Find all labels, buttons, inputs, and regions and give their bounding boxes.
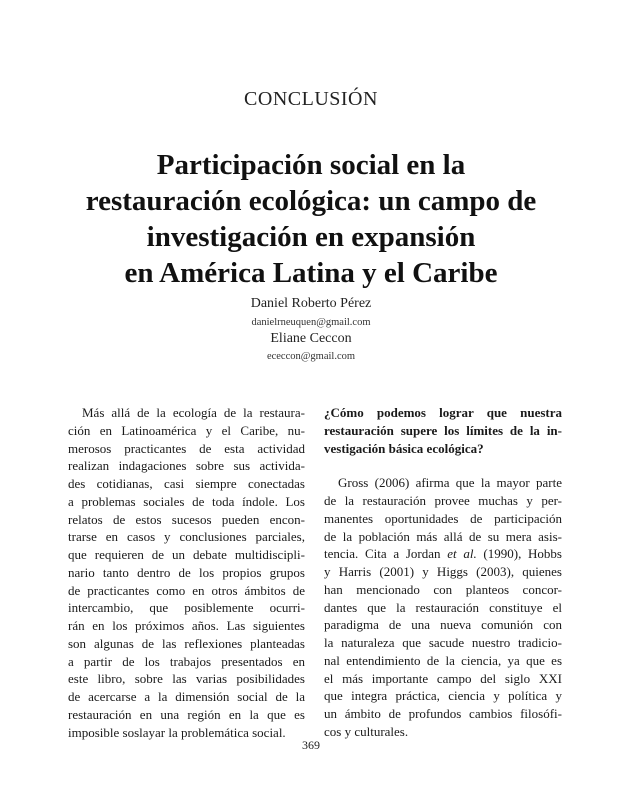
- chapter-title: [30, 147, 592, 291]
- text-line: imposible soslayar la problemática social.: [68, 724, 286, 740]
- text-line: cos y culturales.: [324, 723, 409, 739]
- text-line: de practicantes como en otros ámbitos de: [68, 582, 305, 598]
- text-line: son algunas de las reflexiones planteadas: [68, 635, 305, 651]
- text-line: ción en Latinoamérica y el Caribe, nu-: [68, 422, 305, 438]
- text-line: a problemas sociales de toda índole. Los: [68, 493, 305, 509]
- left-column: [68, 404, 305, 741]
- body-paragraph: [324, 474, 562, 740]
- text-line: nal entendimiento de la ciencia, ya que es: [324, 652, 562, 668]
- text-line: a partir de los trabajos presentados en: [68, 653, 305, 669]
- text-line: realizan indagaciones sobre sus activida-: [68, 458, 305, 474]
- italic-text: et al.: [447, 546, 477, 562]
- text-line: restauración en una región en la que es: [68, 706, 305, 722]
- text-line: trarse en casos y conclusiones parciales,: [68, 529, 305, 545]
- text-line: manentes oportunidades de participación: [324, 510, 562, 526]
- author-email: danielrneuquen@gmail.com: [251, 317, 371, 328]
- text-segment: tencia. Cita a Jordan: [324, 546, 448, 562]
- text-line: y Harris (2001) y Higgs (2003), quienes: [324, 564, 562, 579]
- heading-line: vestigación básica ecológica?: [324, 440, 484, 456]
- text-line: de la restauración provee muchas y per-: [324, 493, 562, 508]
- text-line: [324, 545, 562, 563]
- text-line: Más allá de la ecología de la restaura-: [82, 405, 305, 420]
- text-line: Gross (2006) afirma que la mayor parte: [338, 475, 562, 491]
- section-label: CONCLUSIÓN: [244, 88, 378, 110]
- title-line: Participación social en la: [156, 149, 466, 181]
- text-line: paradigma de una nueva comunión con: [324, 617, 562, 633]
- text-line: intercambio, que posiblemente ocurri-: [68, 600, 305, 616]
- text-line: la naturaleza que sacude nuestro tradicio-: [324, 635, 562, 650]
- text-line: dantes que la restauración constituye el: [324, 599, 562, 615]
- text-line: merosos practicantes de esta actividad: [68, 440, 305, 456]
- text-line: que integra práctica, ciencia y política y: [324, 688, 562, 704]
- title-line: en América Latina y el Caribe: [124, 257, 498, 289]
- text-line: rán en los próximos años. Las siguientes: [68, 618, 305, 633]
- text-line: relatos de estos sucesos pueden encon-: [68, 511, 305, 527]
- text-line: el más importante campo del siglo XXI: [324, 670, 562, 686]
- author-name: Eliane Ceccon: [270, 331, 352, 346]
- author-name: Daniel Roberto Pérez: [250, 296, 372, 311]
- author-email: ececcon@gmail.com: [266, 351, 356, 362]
- text-segment: (1990), Hobbs: [476, 546, 562, 562]
- title-line: investigación en expansión: [146, 221, 476, 253]
- text-line: que requieren de un debate multidiscipli-: [68, 547, 305, 562]
- page-number: 369: [302, 738, 320, 752]
- heading-line: ¿Cómo podemos lograr que nuestra: [324, 405, 562, 420]
- title-line: restauración ecológica: un campo de: [85, 185, 537, 217]
- text-line: han mencionado con planteos concor-: [324, 581, 562, 597]
- text-line: des cotidianas, casi siempre conectadas: [68, 476, 305, 491]
- text-line: de la población más allá de su mera asis-: [324, 528, 562, 544]
- right-column: [324, 404, 562, 741]
- text-line: nario tanto dentro de los propios grupos: [68, 564, 305, 580]
- text-line: de acercarse a la dimensión social de la: [68, 689, 305, 704]
- text-line: un ámbito de profundos cambios filosófi-: [324, 706, 562, 721]
- text-line: este libro, sobre las varias posibilidades: [68, 671, 305, 687]
- heading-line: restauración supere los límites de la in-: [324, 422, 562, 438]
- section-question-heading: [324, 404, 562, 457]
